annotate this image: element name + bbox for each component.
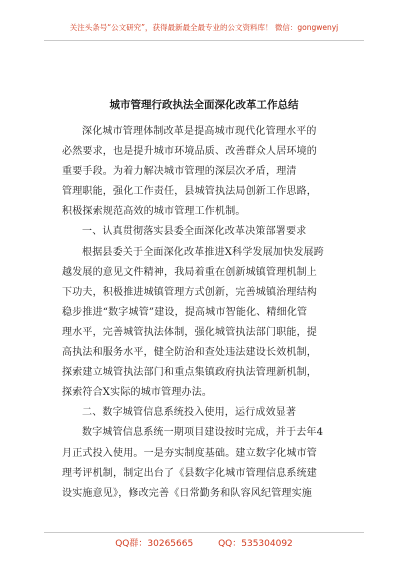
section-heading: 一、认真贯彻落实县委全面深化改革决策部署要求 xyxy=(82,226,307,238)
header-divider xyxy=(44,40,364,41)
section-heading: 二、数字城管信息系统投入使用，运行成效显著 xyxy=(82,407,297,419)
header-note: 关注头条号“公文研究”，获得最新最全最专业的公文资料库！ 微信：gongwenyj xyxy=(69,23,339,32)
page-title: 城市管理行政执法全面深化改革工作总结 xyxy=(109,99,299,111)
footer-qq-group: QQ群：30265665 xyxy=(115,539,194,549)
body-line: 重要手段。为着力解决城市管理的深层次矛盾，理清 xyxy=(62,166,297,178)
footer-divider xyxy=(44,532,364,533)
body-line: 理考评机制，制定出台了《县数字化城市管理信息系统建 xyxy=(62,467,317,479)
body-line: 数字城管信息系统一期项目建设按时完成，并于去年4 xyxy=(82,427,324,439)
body-line: 探索符合X实际的城市管理办法。 xyxy=(62,387,213,399)
document-body xyxy=(62,122,354,504)
footer xyxy=(0,536,408,549)
body-line: 设实施意见》，修改完善《日常勤务和队容风纪管理实施 xyxy=(62,487,312,499)
body-line: 高执法和服务水平，健全防治和查处违法建设长效机制， xyxy=(62,347,317,359)
body-line: 必然要求，也是提升城市环境品质、改善群众人居环境的 xyxy=(62,146,317,158)
body-line: 理水平，完善城管执法体制，强化城管执法部门职能，提 xyxy=(62,326,317,338)
body-line: 积极探索规范高效的城市管理工作机制。 xyxy=(62,206,246,218)
body-line: 根据县委关于全面深化改革推进X科学发展加快发展跨 xyxy=(82,246,324,258)
body-line: 月正式投入使用。一是夯实制度基础。建立数字化城市管 xyxy=(62,447,317,459)
body-line: 深化城市管理体制改革是提高城市现代化管理水平的 xyxy=(82,126,317,137)
body-line: 越发展的意见文件精神，我局着重在创新城镇管理机制上 xyxy=(62,266,317,278)
body-line: 稳步推进“数字城管”建设，提高城市智能化、精细化管 xyxy=(62,306,308,318)
body-line: 下功夫，积极推进城镇管理方式创新，完善城镇治理结构 xyxy=(62,286,317,298)
footer-qq: QQ：535304092 xyxy=(218,539,293,549)
body-line: 探索建立城管执法部门和重点集镇政府执法管理新机制， xyxy=(62,367,317,379)
body-line: 管理职能，强化工作责任，县城管执法局创新工作思路， xyxy=(62,186,317,198)
